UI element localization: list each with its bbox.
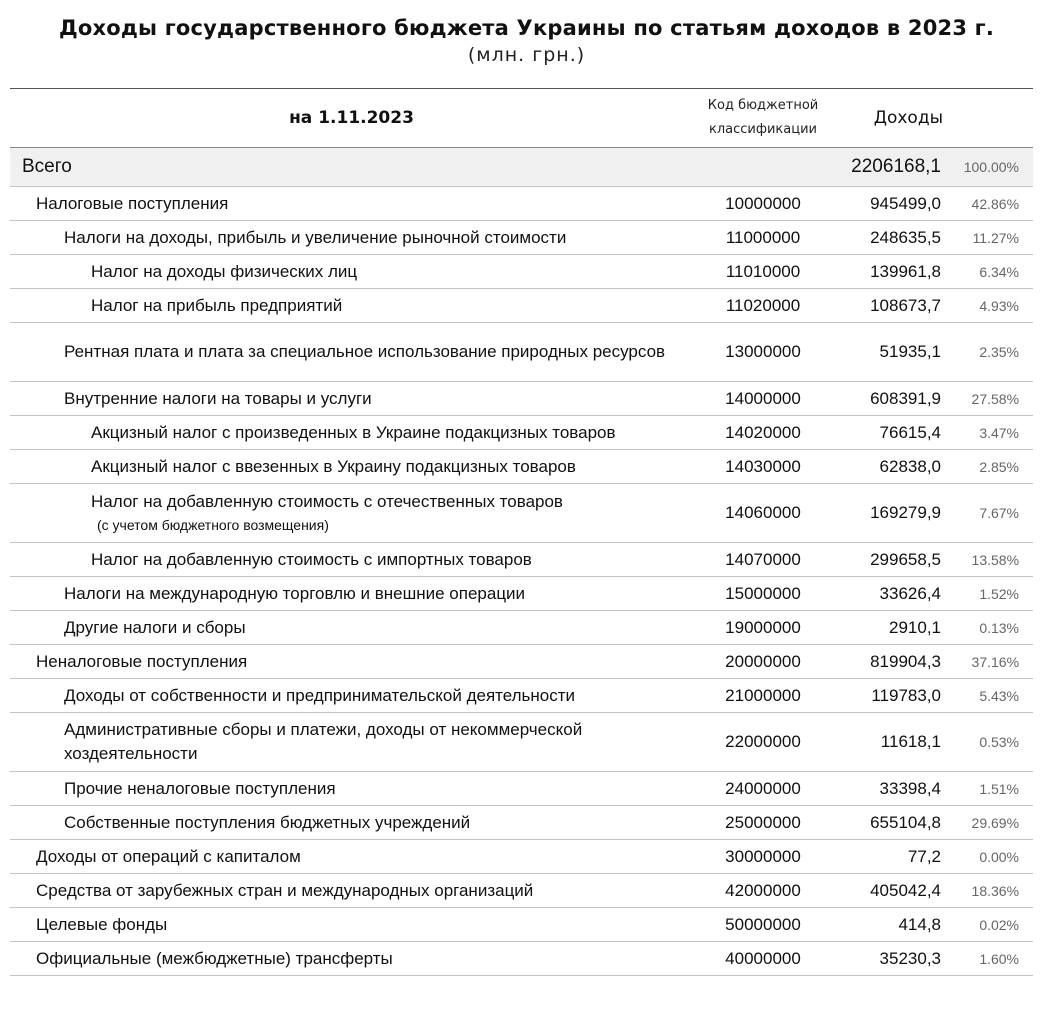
header-code-line2: классификации (709, 122, 817, 137)
header-income: Доходы (873, 108, 944, 128)
row-label: Налог на добавленную стоимость с импортных товаров (10, 543, 693, 577)
budget-table-container (10, 88, 1033, 976)
header-date: на 1.11.2023 (289, 108, 414, 128)
row-percent: 2.35% (943, 323, 1033, 382)
row-label: Налог на добавленную стоимость с отечественных товаров (91, 492, 563, 511)
row-value: 2206168,1 (833, 148, 943, 187)
row-value: 405042,4 (833, 874, 943, 908)
row-value: 33626,4 (833, 577, 943, 611)
table-row (10, 450, 1033, 484)
table-row (10, 289, 1033, 323)
row-label: Рентная плата и плата за специальное использование природных ресурсов (10, 323, 693, 382)
row-value: 608391,9 (833, 382, 943, 416)
table-row (10, 323, 1033, 382)
row-value: 655104,8 (833, 806, 943, 840)
header-code (693, 89, 833, 148)
row-value: 139961,8 (833, 255, 943, 289)
row-value: 248635,5 (833, 221, 943, 255)
row-code: 13000000 (693, 323, 833, 382)
table-row (10, 874, 1033, 908)
row-code: 11000000 (693, 221, 833, 255)
table-row (10, 221, 1033, 255)
table-row (10, 645, 1033, 679)
table-row (10, 416, 1033, 450)
row-label: Всего (10, 148, 693, 187)
header-code-line1: Код бюджетной (707, 98, 819, 113)
row-label: Неналоговые поступления (10, 645, 693, 679)
table-row (10, 908, 1033, 942)
row-code: 25000000 (693, 806, 833, 840)
row-percent: 1.60% (943, 942, 1033, 976)
row-code: 15000000 (693, 577, 833, 611)
row-label: Внутренние налоги на товары и услуги (10, 382, 693, 416)
row-code: 42000000 (693, 874, 833, 908)
table-row (10, 484, 1033, 543)
table-row (10, 543, 1033, 577)
row-percent: 1.52% (943, 577, 1033, 611)
row-code: 14020000 (693, 416, 833, 450)
row-percent: 6.34% (943, 255, 1033, 289)
table-row (10, 611, 1033, 645)
row-percent: 1.51% (943, 772, 1033, 806)
row-label: Доходы от операций с капиталом (10, 840, 693, 874)
row-label: Налоги на доходы, прибыль и увеличение рыночной стоимости (10, 221, 693, 255)
row-label: Целевые фонды (10, 908, 693, 942)
row-label: Средства от зарубежных стран и международных организаций (10, 874, 693, 908)
table-row (10, 255, 1033, 289)
row-code: 21000000 (693, 679, 833, 713)
row-percent: 7.67% (943, 484, 1033, 543)
table-row (10, 577, 1033, 611)
row-percent: 3.47% (943, 416, 1033, 450)
table-row (10, 679, 1033, 713)
row-percent: 2.85% (943, 450, 1033, 484)
table-row (10, 713, 1033, 772)
row-label-cell (10, 484, 693, 543)
row-value: 169279,9 (833, 484, 943, 543)
row-label: Налоги на международную торговлю и внешние операции (10, 577, 693, 611)
row-value: 51935,1 (833, 323, 943, 382)
row-value: 76615,4 (833, 416, 943, 450)
budget-revenue-table (10, 88, 1033, 976)
row-label: Акцизный налог с произведенных в Украине подакцизных товаров (10, 416, 693, 450)
row-value: 77,2 (833, 840, 943, 874)
row-code: 50000000 (693, 908, 833, 942)
row-code: 20000000 (693, 645, 833, 679)
row-value: 819904,3 (833, 645, 943, 679)
table-row (10, 942, 1033, 976)
row-code: 24000000 (693, 772, 833, 806)
table-row (10, 187, 1033, 221)
table-row (10, 382, 1033, 416)
table-header-row (10, 89, 1033, 148)
page-title: Доходы государственного бюджета Украины по статьям доходов в 2023 г. (58, 16, 995, 40)
row-percent: 11.27% (943, 221, 1033, 255)
row-value: 2910,1 (833, 611, 943, 645)
row-label: Другие налоги и сборы (10, 611, 693, 645)
row-value: 35230,3 (833, 942, 943, 976)
row-code: 14060000 (693, 484, 833, 543)
row-code: 40000000 (693, 942, 833, 976)
row-label: Прочие неналоговые поступления (10, 772, 693, 806)
row-code: 11010000 (693, 255, 833, 289)
row-value: 414,8 (833, 908, 943, 942)
row-percent: 0.53% (943, 713, 1033, 772)
table-row (10, 772, 1033, 806)
row-label: Акцизный налог с ввезенных в Украину подакцизных товаров (10, 450, 693, 484)
row-label: Официальные (межбюджетные) трансферты (10, 942, 693, 976)
page-subtitle: (млн. грн.) (467, 44, 586, 66)
row-value: 119783,0 (833, 679, 943, 713)
table-row (10, 806, 1033, 840)
row-percent: 13.58% (943, 543, 1033, 577)
row-percent: 4.93% (943, 289, 1033, 323)
row-code: 10000000 (693, 187, 833, 221)
row-label: Налог на доходы физических лиц (10, 255, 693, 289)
row-percent: 37.16% (943, 645, 1033, 679)
row-percent: 29.69% (943, 806, 1033, 840)
row-code: 14030000 (693, 450, 833, 484)
row-code: 14000000 (693, 382, 833, 416)
row-note: (с учетом бюджетного возмещения) (97, 517, 329, 533)
row-code: 11020000 (693, 289, 833, 323)
row-label: Налог на прибыль предприятий (10, 289, 693, 323)
row-percent: 0.02% (943, 908, 1033, 942)
row-value: 299658,5 (833, 543, 943, 577)
row-percent: 18.36% (943, 874, 1033, 908)
row-code: 14070000 (693, 543, 833, 577)
row-value: 11618,1 (833, 713, 943, 772)
row-value: 33398,4 (833, 772, 943, 806)
row-percent: 27.58% (943, 382, 1033, 416)
row-label: Налоговые поступления (10, 187, 693, 221)
row-value: 62838,0 (833, 450, 943, 484)
row-percent: 42.86% (943, 187, 1033, 221)
row-code (693, 148, 833, 187)
table-row (10, 840, 1033, 874)
row-percent: 100.00% (943, 148, 1033, 187)
row-percent: 5.43% (943, 679, 1033, 713)
row-code: 19000000 (693, 611, 833, 645)
row-percent: 0.13% (943, 611, 1033, 645)
row-percent: 0.00% (943, 840, 1033, 874)
row-label: Административные сборы и платежи, доходы от некоммерческой хоздеятельности (10, 713, 693, 772)
row-code: 30000000 (693, 840, 833, 874)
row-code: 22000000 (693, 713, 833, 772)
total-row (10, 148, 1033, 187)
row-label: Доходы от собственности и предпринимательской деятельности (10, 679, 693, 713)
row-label: Собственные поступления бюджетных учреждений (10, 806, 693, 840)
row-value: 108673,7 (833, 289, 943, 323)
row-value: 945499,0 (833, 187, 943, 221)
